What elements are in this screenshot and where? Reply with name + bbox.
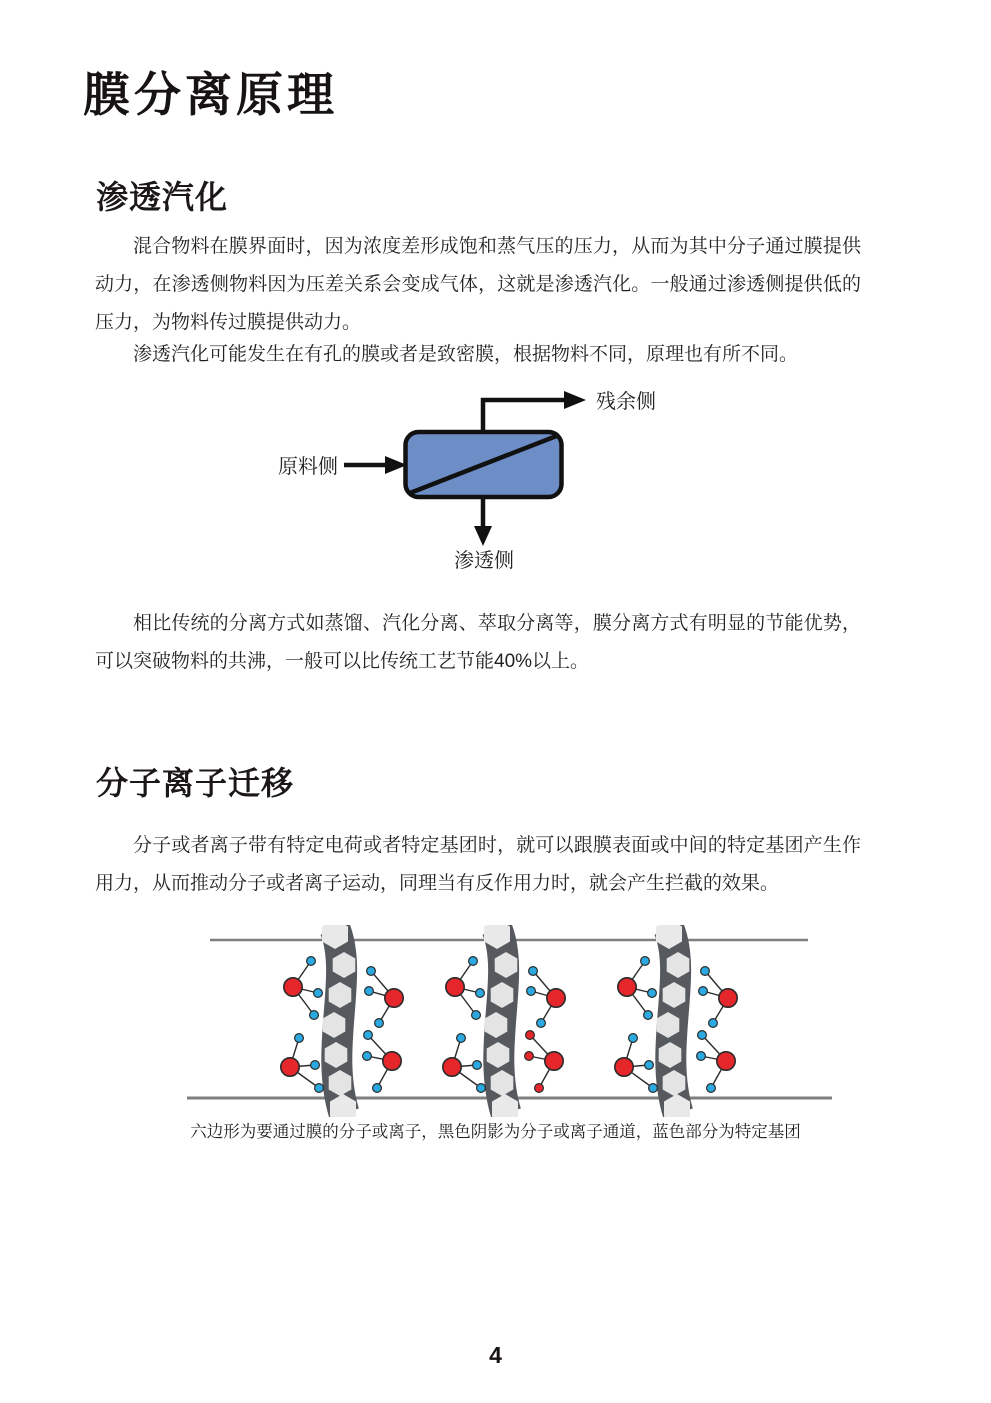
molecule-core	[284, 978, 302, 996]
molecule-core	[547, 989, 565, 1007]
retentate-arrowhead-icon	[564, 391, 586, 409]
red-group-dot	[525, 1052, 534, 1061]
blue-group-dot	[709, 1019, 718, 1028]
permeate-arrowhead-icon	[474, 526, 492, 546]
blue-group-dot	[469, 957, 478, 966]
blue-group-dot	[529, 967, 538, 976]
blue-group-dot	[537, 1019, 546, 1028]
blue-group-dot	[645, 1061, 654, 1070]
blue-group-dot	[477, 1084, 486, 1093]
pervaporation-paragraph-1: 混合物料在膜界面时，因为浓度差形成饱和蒸气压的压力，从而为其中分子通过膜提供动力，在渗透侧物料因为压差关系会变成气体，这就是渗透汽化。一般通过渗透侧提供低的压力，为物料传过膜提供动力。	[95, 236, 861, 333]
molecule-core	[383, 1052, 401, 1070]
blue-group-dot	[365, 987, 374, 996]
blue-group-dot	[472, 1011, 481, 1020]
section-heading-ion-migration: 分子离子迁移	[96, 765, 295, 801]
red-group-dot	[526, 1031, 535, 1040]
molecule-core	[719, 989, 737, 1007]
page-title: 膜分离原理	[83, 68, 338, 121]
blue-group-dot	[649, 1084, 658, 1093]
ion-migration-figure-svg	[185, 925, 845, 1117]
blue-group-dot	[295, 1034, 304, 1043]
blue-group-dot	[641, 957, 650, 966]
molecule-core	[443, 1058, 461, 1076]
blue-group-dot	[314, 989, 323, 998]
molecule-core	[446, 978, 464, 996]
blue-group-dot	[367, 967, 376, 976]
red-group-dot	[535, 1084, 544, 1093]
molecule-core	[545, 1052, 563, 1070]
page-number: 4	[489, 1342, 502, 1368]
pervaporation-module-diagram	[270, 383, 700, 583]
molecule-core	[281, 1058, 299, 1076]
blue-group-dot	[375, 1019, 384, 1028]
blue-group-dot	[457, 1034, 466, 1043]
blue-group-dot	[311, 1061, 320, 1070]
molecule-core	[385, 989, 403, 1007]
retentate-side-label: 残余侧	[596, 391, 656, 413]
pervaporation-paragraph-3: 相比传统的分离方式如蒸馏、汽化分离、萃取分离等，膜分离方式有明显的节能优势，可以突破物料的共沸，一般可以比传统工艺节能40%以上。	[95, 613, 861, 672]
blue-group-dot	[476, 989, 485, 998]
molecule-core	[615, 1058, 633, 1076]
molecule-core	[717, 1052, 735, 1070]
pervaporation-diagram-svg	[270, 383, 700, 583]
ion-migration-figure	[185, 925, 845, 1117]
blue-group-dot	[373, 1084, 382, 1093]
molecule-core	[618, 978, 636, 996]
blue-group-dot	[364, 1031, 373, 1040]
blue-group-dot	[644, 1011, 653, 1020]
blue-group-dot	[473, 1061, 482, 1070]
blue-group-dot	[701, 967, 710, 976]
blue-group-dot	[527, 987, 536, 996]
blue-group-dot	[699, 987, 708, 996]
feed-side-label: 原料侧	[278, 456, 338, 478]
blue-group-dot	[363, 1052, 372, 1061]
retentate-pipe-line	[483, 400, 564, 432]
blue-group-dot	[307, 957, 316, 966]
section-heading-pervaporation: 渗透汽化	[96, 179, 229, 215]
blue-group-dot	[648, 989, 657, 998]
pervaporation-paragraph-2: 渗透汽化可能发生在有孔的膜或者是致密膜，根据物料不同，原理也有所不同。	[133, 344, 799, 365]
blue-group-dot	[315, 1084, 324, 1093]
blue-group-dot	[697, 1052, 706, 1061]
figure-caption: 六边形为要通过膜的分子或离子，黑色阴影为分子或离子通道，蓝色部分为特定基团	[190, 1123, 801, 1141]
blue-group-dot	[707, 1084, 716, 1093]
blue-group-dot	[629, 1034, 638, 1043]
migration-paragraph-1: 分子或者离子带有特定电荷或者特定基团时，就可以跟膜表面或中间的特定基团产生作用力，从而推动分子或者离子运动，同理当有反作用力时，就会产生拦截的效果。	[95, 835, 861, 894]
permeate-side-label: 渗透侧	[454, 550, 514, 572]
blue-group-dot	[310, 1011, 319, 1020]
blue-group-dot	[698, 1031, 707, 1040]
